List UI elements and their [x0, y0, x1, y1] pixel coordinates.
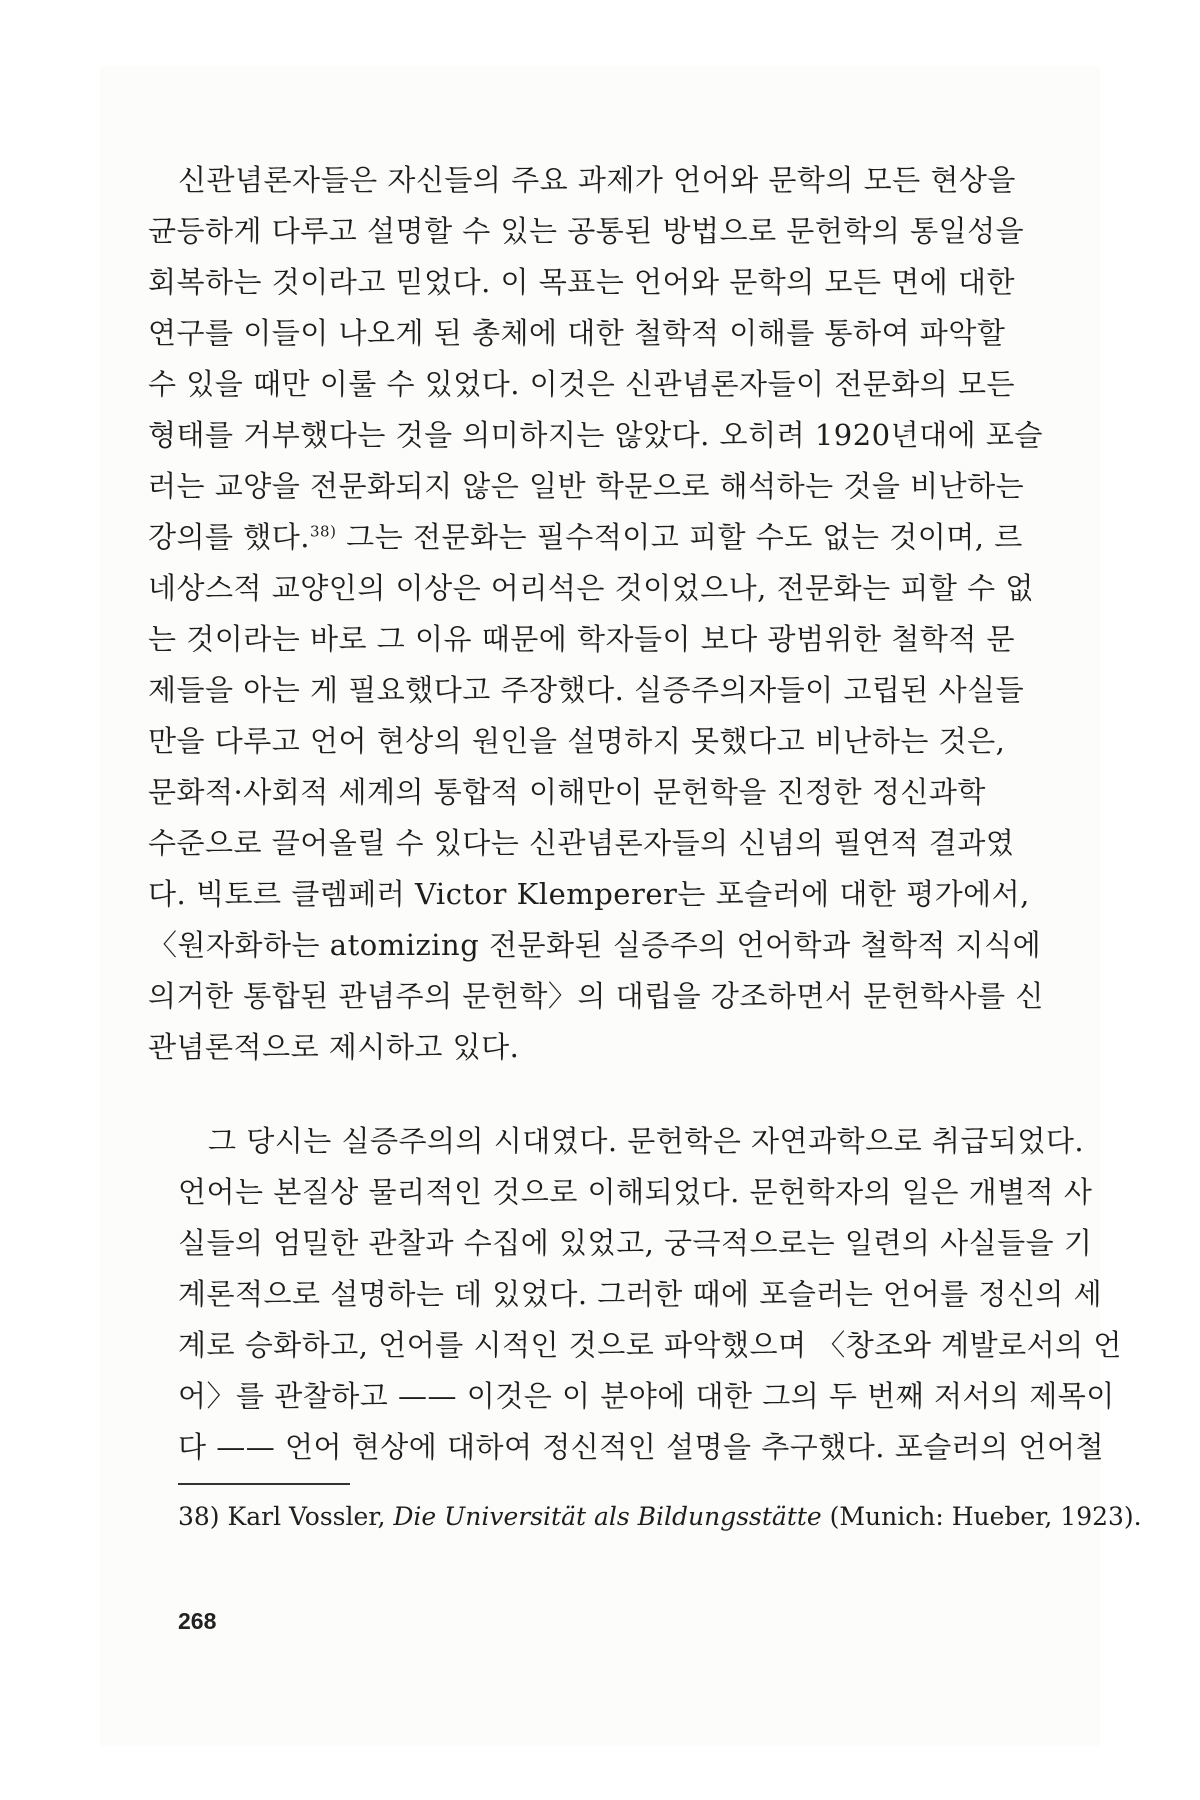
paragraph1-line-8 — [148, 517, 1023, 557]
paragraph1-line-15: 다. 빅토르 클렘페러 Victor Klemperer는 포슬러에 대한 평가에서, — [148, 877, 1030, 911]
paragraph1-line-18: 관념론적으로 제시하고 있다. — [148, 1030, 520, 1064]
paragraph1-line-2: 균등하게 다루고 설명할 수 있는 공통된 방법으로 문헌학의 통일성을 — [148, 214, 1025, 248]
paragraph1-line-8-end: 그는 전문화는 필수적이고 피할 수도 없는 것이며, 르 — [336, 520, 1023, 554]
footnote-38 — [178, 1500, 1142, 1534]
paragraph1-line-11: 제들을 아는 게 필요했다고 주장했다. 실증주의자들이 고립된 사실들 — [148, 673, 1025, 707]
paragraph1-line-1: 신관념론자들은 자신들의 주요 과제가 언어와 문학의 모든 현상을 — [178, 163, 1016, 197]
paragraph1-line-8-start: 강의를 했다. — [148, 520, 311, 554]
paragraph2-line-2: 언어는 본질상 물리적인 것으로 이해되었다. 문헌학자의 일은 개별적 사 — [178, 1175, 1093, 1209]
page-number: 268 — [178, 1608, 217, 1634]
paragraph1-line-16: 〈원자화하는 atomizing 전문화된 실증주의 언어학과 철학적 지식에 — [148, 928, 1042, 962]
footnote-divider — [178, 1483, 350, 1485]
footnote-publication: (Munich: Hueber, 1923). — [829, 1502, 1142, 1531]
paragraph1-line-13: 문화적·사회적 세계의 통합적 이해만이 문헌학을 진정한 정신과학 — [148, 775, 986, 809]
paragraph1-line-6: 형태를 거부했다는 것을 의미하지는 않았다. 오히려 1920년대에 포슬 — [148, 418, 1043, 452]
paragraph2-line-7: 다 —— 언어 현상에 대하여 정신적인 설명을 추구했다. 포슬러의 언어철 — [178, 1430, 1105, 1464]
paragraph1-line-7: 러는 교양을 전문화되지 않은 일반 학문으로 해석하는 것을 비난하는 — [148, 469, 1025, 503]
paragraph1-line-9: 네상스적 교양인의 이상은 어리석은 것이었으나, 전문화는 피할 수 없 — [148, 571, 1034, 605]
paragraph1-line-14: 수준으로 끌어올릴 수 있다는 신관념론자들의 신념의 필연적 결과였 — [148, 826, 1015, 860]
paragraph1-line-5: 수 있을 때만 이룰 수 있었다. 이것은 신관념론자들이 전문화의 모든 — [148, 367, 1016, 401]
paragraph1-line-17: 의거한 통합된 관념주의 문헌학〉의 대립을 강조하면서 문헌학사를 신 — [148, 979, 1044, 1013]
footnote-title: Die Universität als Bildungsstätte — [393, 1502, 822, 1531]
paragraph2-line-4: 계론적으로 설명하는 데 있었다. 그러한 때에 포슬러는 언어를 정신의 세 — [178, 1277, 1103, 1311]
paragraph1-line-10: 는 것이라는 바로 그 이유 때문에 학자들이 보다 광범위한 철학적 문 — [148, 622, 1016, 656]
paragraph1-line-4: 연구를 이들이 나오게 된 총체에 대한 철학적 이해를 통하여 파악할 — [148, 316, 1006, 350]
paragraph2-line-1: 그 당시는 실증주의의 시대였다. 문헌학은 자연과학으로 취급되었다. — [208, 1124, 1085, 1158]
paragraph2-line-5: 계로 승화하고, 언어를 시적인 것으로 파악했으며 〈창조와 계발로서의 언 — [178, 1328, 1122, 1362]
footnote-number: 38) — [178, 1502, 220, 1531]
paragraph2-line-6: 어〉를 관찰하고 —— 이것은 이 분야에 대한 그의 두 번째 저서의 제목이 — [178, 1379, 1115, 1413]
footnote-author: Karl Vossler, — [227, 1502, 386, 1531]
footnote-reference-38[interactable]: 38) — [310, 522, 337, 541]
paragraph1-line-12: 만을 다루고 언어 현상의 원인을 설명하지 못했다고 비난하는 것은, — [148, 724, 1006, 758]
paragraph1-line-3: 회복하는 것이라고 믿었다. 이 목표는 언어와 문학의 모든 면에 대한 — [148, 265, 1016, 299]
paragraph2-line-3: 실들의 엄밀한 관찰과 수집에 있었고, 궁극적으로는 일련의 사실들을 기 — [178, 1226, 1093, 1260]
